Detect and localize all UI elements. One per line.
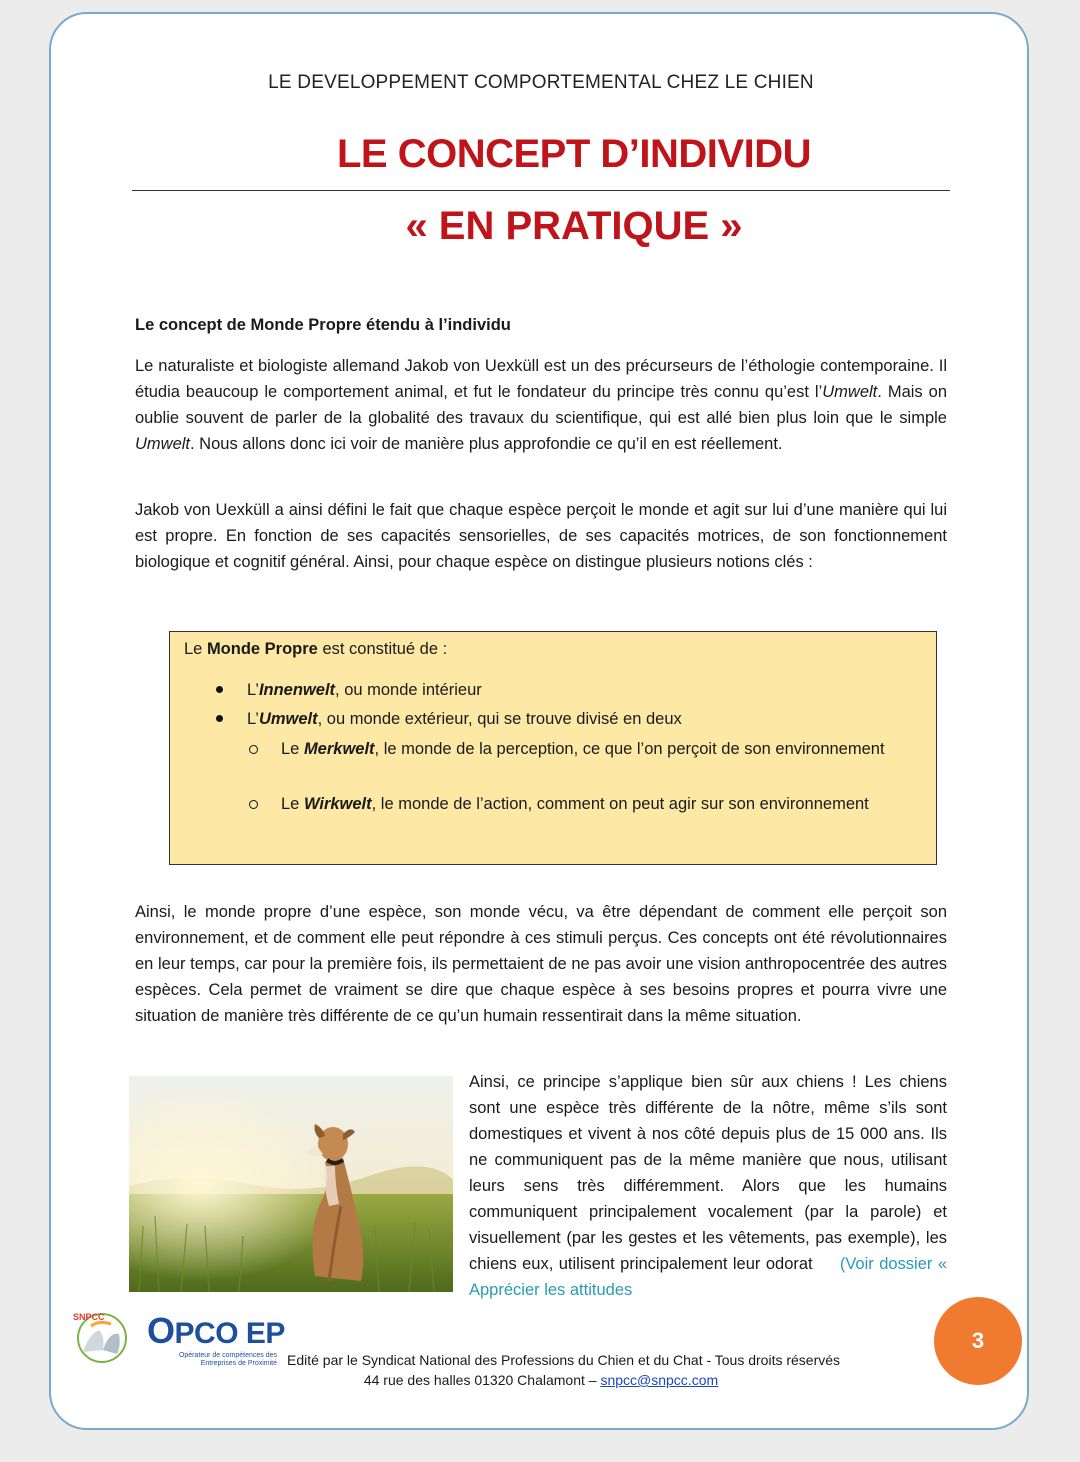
title-divider [132,190,950,191]
bullet-icon [216,715,223,722]
sub-list-item: Le Merkwelt, le monde de la perception, ce que l’on perçoit de son environnement [281,736,923,764]
box-lead: Le Monde Propre est constitué de : [184,640,448,658]
circle-bullet-icon [249,745,258,754]
email-link[interactable]: snpcc@snpcc.com [600,1372,719,1388]
svg-text:SNPCC: SNPCC [73,1312,105,1322]
dossier-link[interactable]: (Voir dossier « Apprécier les attitudes [469,1255,947,1299]
sub-list-item: Le Wirkwelt, le monde de l’action, comment on peut agir sur son environnement [281,791,923,819]
page-number-badge: 3 [934,1297,1022,1385]
highlight-box [169,631,937,865]
dog-photo [129,1076,453,1292]
footer-address: 44 rue des halles 01320 Chalamont – snpcc@snpcc.com [363,1372,719,1388]
footer-publisher: Edité par le Syndicat National des Professions du Chien et du Chat - Tous droits réservés [287,1352,841,1368]
list-item: L’Innenwelt, ou monde intérieur [184,681,482,700]
side-paragraph: Ainsi, ce principe s’applique bien sûr aux chiens ! Les chiens sont une espèce très différente de la nôtre, même s’ils sont domestiques et vivent à nos côté depuis plus de 15 000 ans. Ils ne communiquent pas de la même manière que nous, utilisant leurs sens très différemment. Alors que les humains communiquent principalement vocalement (par la parole) et visuellement (par les gestes et les vêtements, pas exemple), les chiens eux, utilisent principalement leur odorat (Voir dossier « Apprécier les attitudes [469,1073,947,1299]
opco-ep-logo: OPCO EP Opérateur de compétences des Entreprises de Proximité [147,1310,285,1367]
bullet-icon [216,686,223,693]
paragraph-intro: Le naturaliste et biologiste allemand Jakob von Uexküll est un des précurseurs de l’éthologie contemporaine. Il étudia beaucoup le comportement animal, et fut le fondateur du principe très connu qu’est l’Umwelt. Mais on oublie souvent de parler de la globalité des travaux du scientifique, qui est allé bien plus loin que le simple Umwelt. Nous allons donc ici voir de manière plus approfondie ce qu’il en est réellement. [135,357,947,453]
page-subtitle: « EN PRATIQUE » [405,204,743,248]
section-heading: Le concept de Monde Propre étendu à l’individu [135,316,511,334]
snpcc-logo [69,1306,135,1371]
document-page [49,12,1029,1430]
paragraph-definition: Jakob von Uexküll a ainsi défini le fait que chaque espèce perçoit le monde et agit sur lui d’une manière qui lui est propre. En fonction de ses capacités sensorielles, de ses capacités motrices, de son fonctionnement biologique et cognitif général. Ainsi, pour chaque espèce on distingue plusieurs notions clés : [135,501,947,571]
paragraph-conclusion: Ainsi, le monde propre d’une espèce, son monde vécu, va être dépendant de comment elle perçoit son environnement, et de comment elle peut répondre à ces stimuli perçus. Ces concepts ont été révolutionnaires en leur temps, car pour la première fois, ils permettaient de ne pas avoir une vision anthropocentrée des autres espèces. Cela permet de vraiment se dire que chaque espèce à ses besoins propres et pourra vivre une situation de manière très différente de ce qu’un humain ressentirait dans la même situation. [135,903,947,1025]
list-item: L’Umwelt, ou monde extérieur, qui se trouve divisé en deux [184,710,682,729]
circle-bullet-icon [249,800,258,809]
page-title: LE CONCEPT D’INDIVIDU [337,132,811,176]
running-header: LE DEVELOPPEMENT COMPORTEMENTAL CHEZ LE CHIEN [268,72,814,93]
